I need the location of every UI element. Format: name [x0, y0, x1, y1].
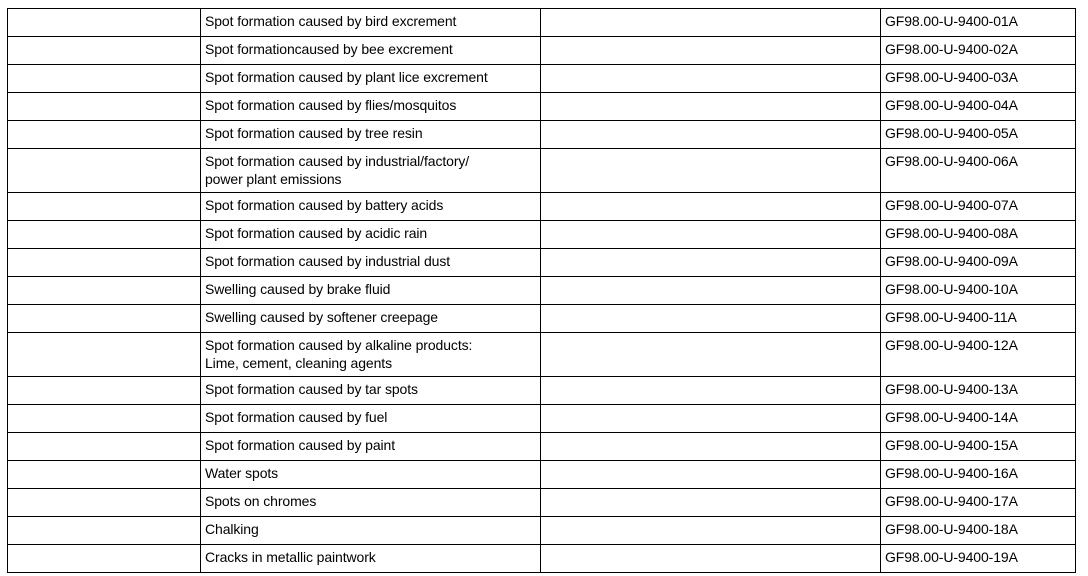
document-code-cell — [881, 461, 1076, 489]
document-code-cell — [881, 489, 1076, 517]
description-text: Spot formation caused by industrial dust — [205, 253, 451, 269]
table-row — [8, 121, 1076, 149]
empty-cell — [541, 489, 881, 517]
table-row — [8, 333, 1076, 377]
document-code: GF98.00-U-9400-04A — [885, 97, 1018, 113]
document-code-cell — [881, 121, 1076, 149]
description-text: Spot formation caused by tree resin — [205, 125, 423, 141]
empty-cell — [8, 93, 201, 121]
empty-cell — [541, 121, 881, 149]
empty-cell — [8, 545, 201, 573]
document-code: GF98.00-U-9400-12A — [885, 337, 1018, 353]
document-code: GF98.00-U-9400-11A — [885, 309, 1017, 325]
document-code-cell — [881, 93, 1076, 121]
empty-cell — [541, 277, 881, 305]
empty-cell — [8, 405, 201, 433]
description-cell — [201, 489, 541, 517]
description-cell — [201, 193, 541, 221]
empty-cell — [8, 305, 201, 333]
document-code: GF98.00-U-9400-16A — [885, 465, 1018, 481]
description-text: Spot formation caused by paint — [205, 437, 396, 453]
empty-cell — [541, 65, 881, 93]
empty-cell — [8, 461, 201, 489]
description-text: Chalking — [205, 521, 259, 537]
description-cell — [201, 277, 541, 305]
empty-cell — [8, 249, 201, 277]
document-code: GF98.00-U-9400-01A — [885, 13, 1018, 29]
description-cell — [201, 545, 541, 573]
empty-cell — [541, 545, 881, 573]
document-code: GF98.00-U-9400-18A — [885, 521, 1018, 537]
document-code: GF98.00-U-9400-14A — [885, 409, 1018, 425]
description-text: Lime, cement, cleaning agents — [205, 355, 392, 371]
description-text: Spot formation caused by bird excrement — [205, 13, 457, 29]
document-code: GF98.00-U-9400-03A — [885, 69, 1018, 85]
empty-cell — [541, 405, 881, 433]
description-cell — [201, 37, 541, 65]
empty-cell — [541, 93, 881, 121]
table-row — [8, 305, 1076, 333]
table-row — [8, 517, 1076, 545]
document-code-cell — [881, 377, 1076, 405]
description-text: Spot formation caused by alkaline products: — [205, 337, 473, 353]
document-code-cell — [881, 277, 1076, 305]
empty-cell — [541, 221, 881, 249]
document-code: GF98.00-U-9400-08A — [885, 225, 1018, 241]
table-row — [8, 249, 1076, 277]
document-code-cell — [881, 65, 1076, 93]
description-text: Cracks in metallic paintwork — [205, 549, 376, 565]
table-row — [8, 405, 1076, 433]
empty-cell — [541, 149, 881, 193]
damage-reference-table — [7, 8, 1076, 573]
document-code-cell — [881, 37, 1076, 65]
description-text: Spot formation caused by flies/mosquitos — [205, 97, 457, 113]
description-cell — [201, 517, 541, 545]
document-code: GF98.00-U-9400-09A — [885, 253, 1018, 269]
description-cell — [201, 305, 541, 333]
document-code-cell — [881, 545, 1076, 573]
document-code-cell — [881, 305, 1076, 333]
table-row — [8, 489, 1076, 517]
description-text: Spot formation caused by industrial/factory/ — [205, 153, 470, 169]
description-cell — [201, 405, 541, 433]
empty-cell — [541, 249, 881, 277]
document-code-cell — [881, 405, 1076, 433]
empty-cell — [8, 9, 201, 37]
description-text: Spot formation caused by plant lice excrement — [205, 69, 488, 85]
table-row — [8, 65, 1076, 93]
table-row — [8, 93, 1076, 121]
empty-cell — [541, 461, 881, 489]
description-text: Spot formationcaused by bee excrement — [205, 41, 453, 57]
table-row — [8, 461, 1076, 489]
description-text: Swelling caused by brake fluid — [205, 281, 391, 297]
empty-cell — [8, 193, 201, 221]
empty-cell — [8, 489, 201, 517]
description-cell — [201, 333, 541, 377]
description-cell — [201, 461, 541, 489]
empty-cell — [541, 377, 881, 405]
empty-cell — [8, 433, 201, 461]
empty-cell — [541, 333, 881, 377]
empty-cell — [8, 377, 201, 405]
empty-cell — [541, 517, 881, 545]
description-cell — [201, 93, 541, 121]
document-code: GF98.00-U-9400-10A — [885, 281, 1018, 297]
table-row — [8, 277, 1076, 305]
empty-cell — [8, 277, 201, 305]
empty-cell — [8, 333, 201, 377]
document-code-cell — [881, 9, 1076, 37]
description-text: Water spots — [205, 465, 279, 481]
document-code: GF98.00-U-9400-06A — [885, 153, 1018, 169]
description-text: power plant emissions — [205, 171, 342, 187]
description-cell — [201, 65, 541, 93]
document-code: GF98.00-U-9400-07A — [885, 197, 1018, 213]
table-row — [8, 193, 1076, 221]
description-text: Spot formation caused by battery acids — [205, 197, 444, 213]
table-row — [8, 9, 1076, 37]
empty-cell — [8, 221, 201, 249]
description-cell — [201, 249, 541, 277]
empty-cell — [541, 305, 881, 333]
description-cell — [201, 221, 541, 249]
description-text: Spot formation caused by tar spots — [205, 381, 418, 397]
table-row — [8, 149, 1076, 193]
table-row — [8, 221, 1076, 249]
document-code: GF98.00-U-9400-19A — [885, 549, 1018, 565]
description-cell — [201, 9, 541, 37]
description-cell — [201, 433, 541, 461]
description-cell — [201, 121, 541, 149]
table-row — [8, 545, 1076, 573]
table-row — [8, 433, 1076, 461]
table-row — [8, 377, 1076, 405]
empty-cell — [8, 149, 201, 193]
document-code-cell — [881, 517, 1076, 545]
description-text: Spot formation caused by acidic rain — [205, 225, 428, 241]
document-code-cell — [881, 221, 1076, 249]
document-code: GF98.00-U-9400-05A — [885, 125, 1018, 141]
empty-cell — [8, 517, 201, 545]
empty-cell — [8, 65, 201, 93]
document-code: GF98.00-U-9400-02A — [885, 41, 1018, 57]
document-code-cell — [881, 193, 1076, 221]
empty-cell — [541, 9, 881, 37]
document-code-cell — [881, 249, 1076, 277]
description-cell — [201, 149, 541, 193]
description-text: Spot formation caused by fuel — [205, 409, 388, 425]
empty-cell — [541, 37, 881, 65]
document-code-cell — [881, 433, 1076, 461]
description-text: Spots on chromes — [205, 493, 317, 509]
description-text: Swelling caused by softener creepage — [205, 309, 438, 325]
document-code: GF98.00-U-9400-13A — [885, 381, 1018, 397]
document-code-cell — [881, 333, 1076, 377]
table-row — [8, 37, 1076, 65]
description-cell — [201, 377, 541, 405]
empty-cell — [8, 37, 201, 65]
empty-cell — [541, 193, 881, 221]
document-code: GF98.00-U-9400-15A — [885, 437, 1018, 453]
document-code: GF98.00-U-9400-17A — [885, 493, 1018, 509]
empty-cell — [8, 121, 201, 149]
document-code-cell — [881, 149, 1076, 193]
table-body — [8, 9, 1076, 573]
empty-cell — [541, 433, 881, 461]
